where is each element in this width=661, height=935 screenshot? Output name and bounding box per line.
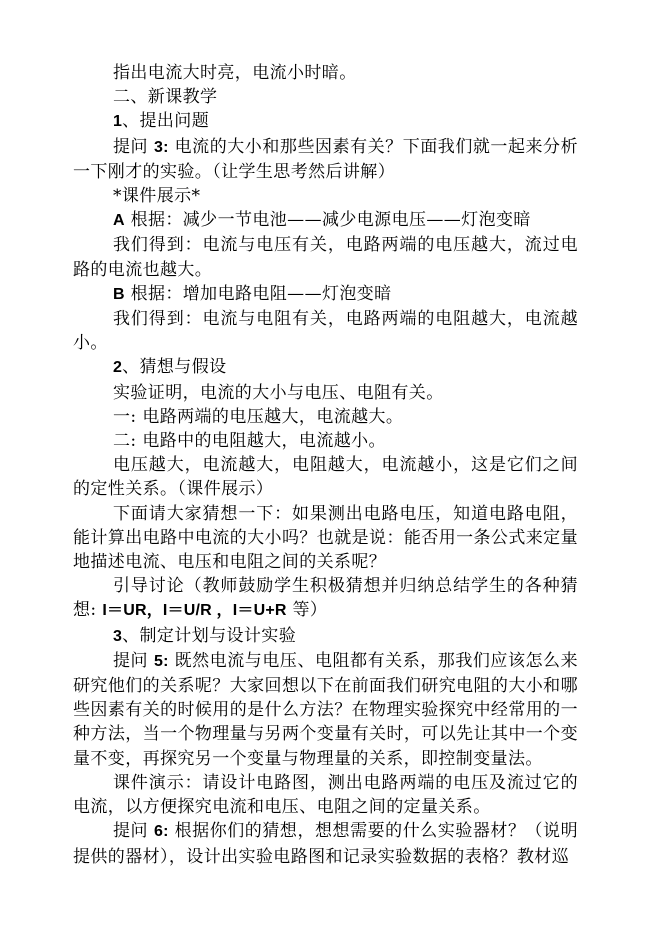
paragraph: [73, 233, 578, 281]
text-run: 、制定计划与设计实验: [122, 625, 297, 646]
text-run: 一: 电路两端的电压越大，电流越大。: [113, 406, 404, 427]
bold-text-run: 3: [113, 627, 123, 645]
paragraph: [73, 61, 578, 85]
paragraph: [73, 282, 578, 307]
text-run: 提问: [113, 136, 155, 157]
text-run: 等）: [286, 600, 328, 621]
text-run: 二: 电路中的电阻越大，电流越小。: [113, 431, 386, 452]
document-body: [73, 61, 578, 869]
text-run: 既然电流与电压、电阻都有关系，那我们应该怎么来研究他们的关系呢？大家回想以下在前面我们研究电阻的大小和哪些因素有关的时候用的是什么方法？在物理实验探究中经常用的一种方法，当一个物理量与另两个变量有关时，可以先让其中一个变量不变，再探究另一个变量与物理量的关系，即控制变量法。: [73, 650, 578, 769]
text-run: 电压越大，电流越大，电阻越大，电流越小，这是它们之间的定性关系。（课件展示）: [73, 455, 578, 500]
paragraph: [73, 574, 578, 623]
bold-text-run: A: [113, 212, 125, 230]
bold-text-run: B: [113, 285, 125, 303]
paragraph: [73, 135, 578, 184]
bold-text-run: 3:: [154, 138, 169, 156]
text-run: 、提出问题: [122, 111, 210, 132]
paragraph: [73, 819, 578, 868]
bold-text-run: I＝UR，I＝U/R ，I＝U+R: [102, 602, 287, 620]
text-run: 我们得到：电流与电阻有关，电路两端的电阻越大，电流越小。: [73, 309, 578, 354]
text-run: *课件展示*: [113, 186, 201, 207]
text-run: 二、新课教学: [113, 87, 218, 108]
paragraph: [73, 355, 578, 380]
paragraph: [73, 307, 578, 355]
bold-text-run: 6:: [154, 823, 169, 841]
paragraph: [73, 381, 578, 405]
bold-text-run: 2: [113, 359, 123, 377]
paragraph: [73, 453, 578, 501]
paragraph: [73, 429, 578, 453]
text-run: 课件演示：请设计电路图，测出电路两端的电压及流过它的电流，以方便探究电流和电压、电阻之间的定量关系。: [73, 772, 578, 818]
paragraph: [73, 649, 578, 771]
bold-text-run: 5:: [154, 652, 169, 670]
paragraph: [73, 184, 578, 208]
paragraph: [73, 502, 578, 575]
paragraph: [73, 109, 578, 134]
text-run: 引导讨论（教师鼓励学生积极猜想并归纳总结学生的各种猜想:: [73, 576, 578, 621]
paragraph: [73, 85, 578, 109]
text-run: 根据：增加电路电阻——灯泡变暗: [124, 283, 392, 304]
paragraph: [73, 771, 578, 819]
text-run: 、猜想与假设: [122, 357, 227, 378]
text-run: 根据：减少一节电池——减少电源电压——灯泡变暗: [124, 210, 531, 231]
text-run: 提问: [113, 650, 155, 671]
text-run: 指出电流大时亮，电流小时暗。: [113, 63, 357, 83]
paragraph: [73, 208, 578, 233]
paragraph: [73, 405, 578, 429]
text-run: 电流的大小和那些因素有关？下面我们就一起来分析一下刚才的实验。（让学生思考然后讲解）: [73, 136, 578, 182]
bold-text-run: 1: [113, 113, 123, 131]
paragraph: [73, 624, 578, 649]
text-run: 实验证明，电流的大小与电压、电阻有关。: [113, 382, 444, 403]
text-run: 根据你们的猜想，想想需要的什么实验器材？（说明提供的器材），设计出实验电路图和记录实验数据的表格？教材巡: [73, 821, 578, 867]
text-run: 我们得到：电流与电压有关，电路两端的电压越大，流过电路的电流也越大。: [73, 235, 578, 280]
text-run: 提问: [113, 821, 155, 842]
text-run: 下面请大家猜想一下：如果测出电路电压，知道电路电阻，能计算出电路中电流的大小吗？也就是说：能否用一条公式来定量地描述电流、电压和电阻之间的关系呢？: [73, 503, 578, 573]
